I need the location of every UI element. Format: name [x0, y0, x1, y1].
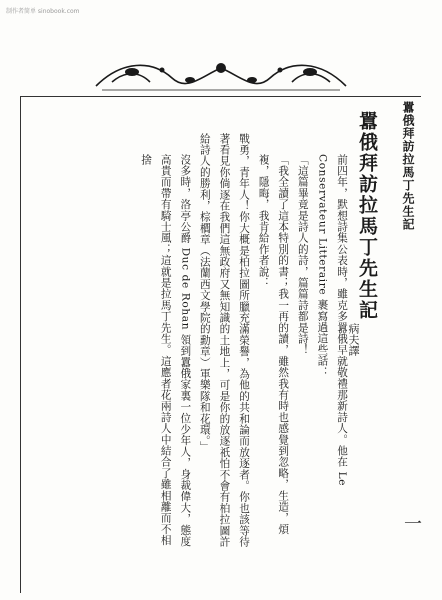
article-title: 囂俄拜訪拉馬丁先生記 — [356, 111, 378, 321]
paragraph: 沒多時，洛亭公爵 Duc de Rohan 領到囂俄家裏一位少年人，身裁偉大，態度高貴而帶有騎士風；這就是拉馬丁先生。這應者花兩詩人中結合了雖相離而不相捨 — [140, 154, 192, 548]
paragraph: 「這篇畢竟是詩人的詩，篇篇詩都是詩！ — [296, 154, 309, 356]
decorative-header-vignette — [92, 56, 350, 94]
watermark: 制作者简单 sinobook.com — [6, 8, 80, 15]
paragraph: 前四年，默想詩集公表時，雖克多囂俄早就敬禮那新詩人。他在 Le Conservateur Litteraire 裹寫過這些話： — [316, 154, 348, 487]
page-frame — [20, 96, 421, 593]
body-text — [135, 133, 351, 553]
translator-credit: 病夫譯 — [347, 323, 360, 356]
page-number: 一 — [401, 514, 422, 532]
paragraph: 戰勇，青年人！你大概是柏拉圖所臘充滿榮譽，為他的共和論而放逐者。你也該等待著看見你倘逐在我們這無政府又無知識的土地上，可是你的放逐祇怕不會有柏拉圖許給詩人的勝利，棕櫚章（法蘭西文學院的勳章）軍樂隊和花環。」 — [198, 133, 251, 548]
paragraph: 「我全讀了這本特別的書；我一再的讀，雖然我有時也感覺到忽略，生造，煩複，隱晦，我肯給作者說： — [257, 154, 290, 535]
running-head: 囂俄拜訪拉馬丁先生記 — [401, 101, 415, 231]
